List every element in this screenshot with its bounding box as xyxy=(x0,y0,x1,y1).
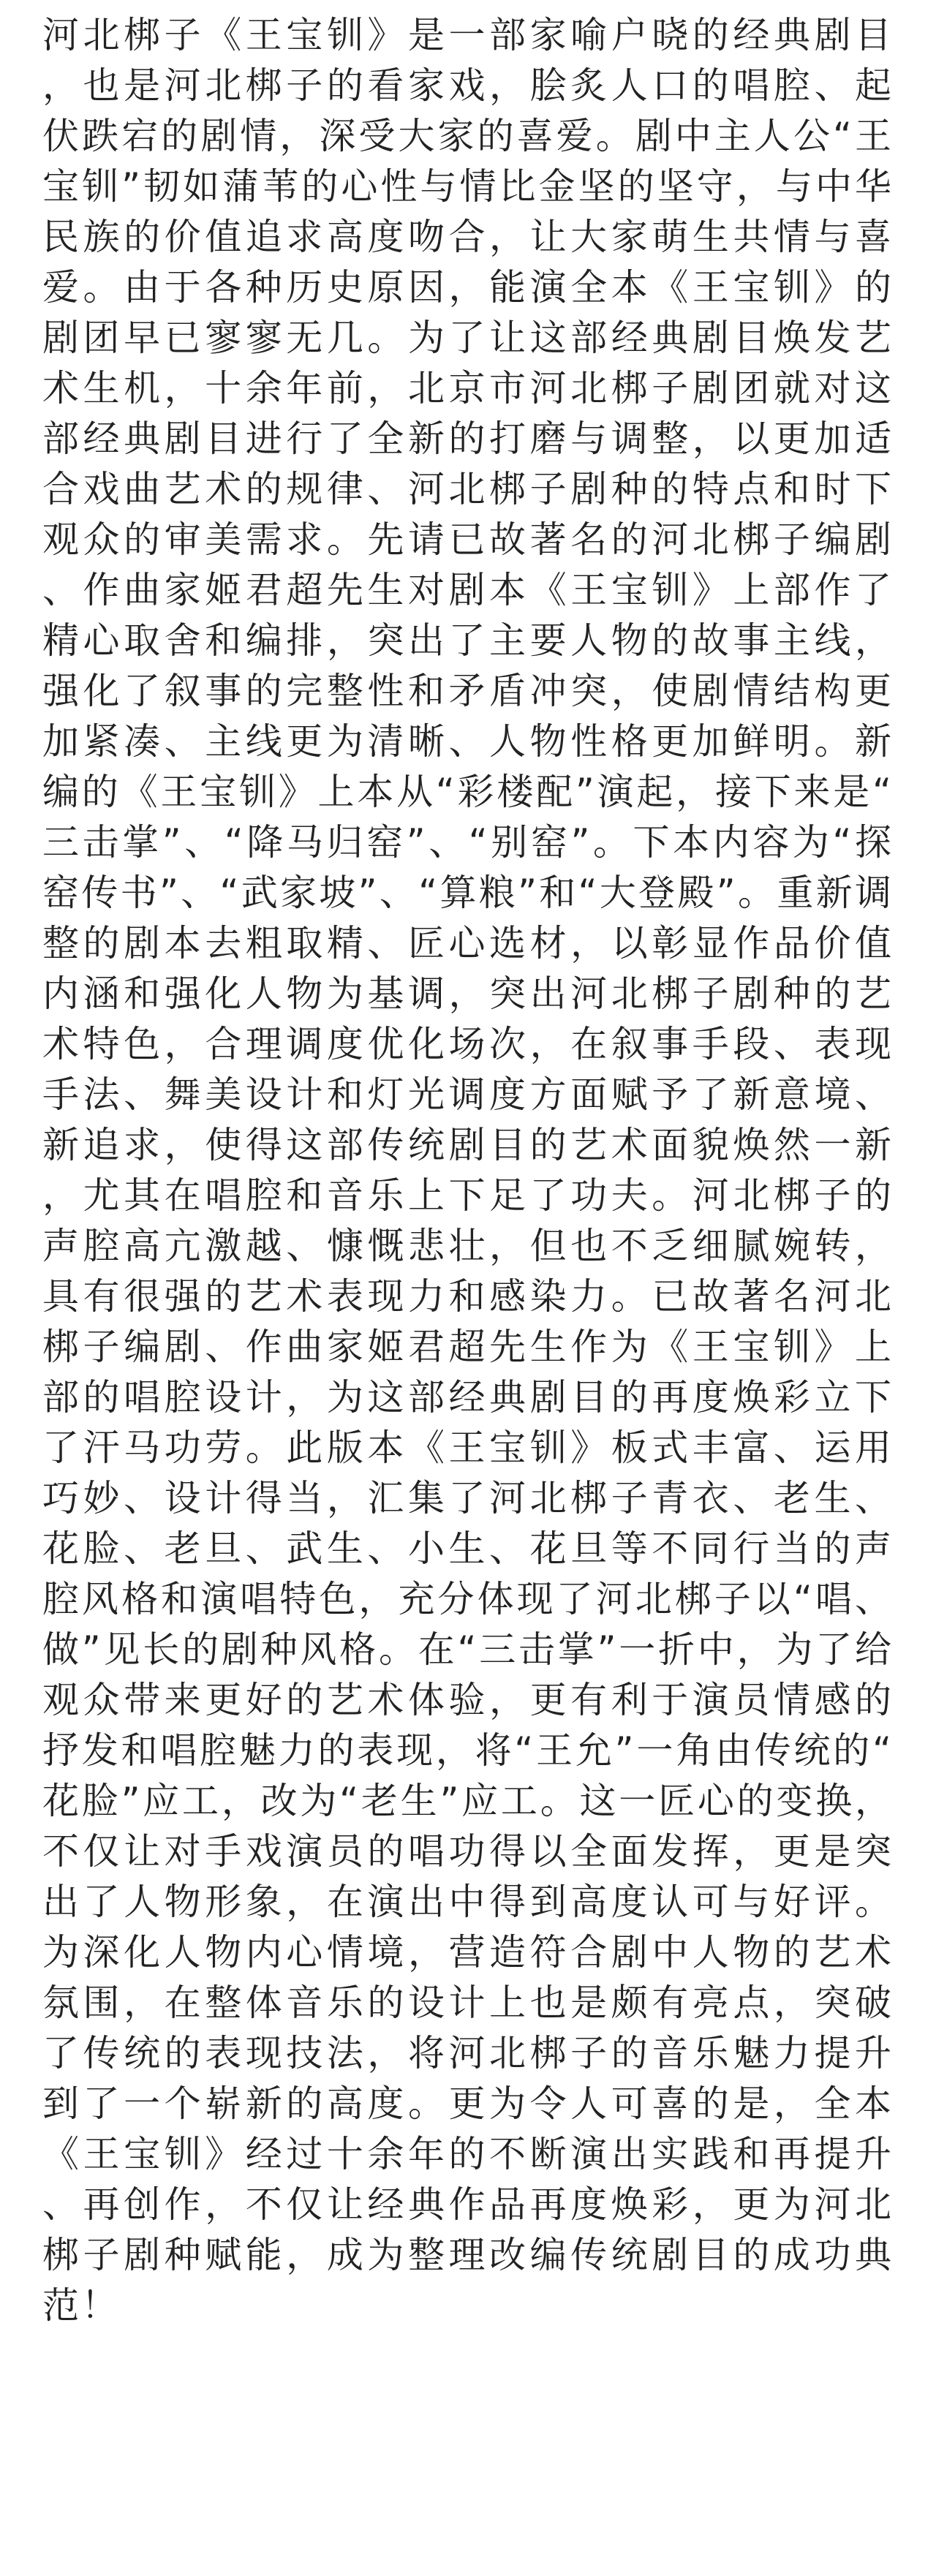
article-paragraph: 河北梆子《王宝钏》是一部家喻户晓的经典剧目，也是河北梆子的看家戏，脍炙人口的唱腔、起伏跌宕的剧情，深受大家的喜爱。剧中主人公“王宝钏”韧如蒲苇的心性与情比金坚的坚守，与中华民族的价值追求高度吻合，让大家萌生共情与喜爱。由于各种历史原因，能演全本《王宝钏》的剧团早已寥寥无几。为了让这部经典剧目焕发艺术生机，十余年前，北京市河北梆子剧团就对这部经典剧目进行了全新的打磨与调整，以更加适合戏曲艺术的规律、河北梆子剧种的特点和时下观众的审美需求。先请已故著名的河北梆子编剧、作曲家姬君超先生对剧本《王宝钏》上部作了精心取舍和编排，突出了主要人物的故事主线，强化了叙事的完整性和矛盾冲突，使剧情结构更加紧凑、主线更为清晰、人物性格更加鲜明。新编的《王宝钏》上本从“彩楼配”演起，接下来是“三击掌”、“降马归窑”、“别窑”。下本内容为“探窑传书”、“武家坡”、“算粮”和“大登殿”。重新调整的剧本去粗取精、匠心选材，以彰显作品价值内涵和强化人物为基调，突出河北梆子剧种的艺术特色，合理调度优化场次，在叙事手段、表现手法、舞美设计和灯光调度方面赋予了新意境、新追求，使得这部传统剧目的艺术面貌焕然一新，尤其在唱腔和音乐上下足了功夫。河北梆子的声腔高亢激越、慷慨悲壮，但也不乏细腻婉转，具有很强的艺术表现力和感染力。已故著名河北梆子编剧、作曲家姬君超先生作为《王宝钏》上部的唱腔设计，为这部经典剧目的再度焕彩立下了汗马功劳。此版本《王宝钏》板式丰富、运用巧妙、设计得当，汇集了河北梆子青衣、老生、花脸、老旦、武生、小生、花旦等不同行当的声腔风格和演唱特色，充分体现了河北梆子以“唱、做”见长的剧种风格。在“三击掌”一折中，为了给观众带来更好的艺术体验，更有利于演员情感的抒发和唱腔魅力的表现，将“王允”一角由传统的“花脸”应工，改为“老生”应工。这一匠心的变换，不仅让对手戏演员的唱功得以全面发挥，更是突出了人物形象，在演出中得到高度认可与好评。为深化人物内心情境，营造符合剧中人物的艺术氛围，在整体音乐的设计上也是颇有亮点，突破了传统的表现技法，将河北梆子的音乐魅力提升到了一个崭新的高度。更为令人可喜的是，全本《王宝钏》经过十余年的不断演出实践和再提升、再创作，不仅让经典作品再度焕彩，更为河北梆子剧种赋能，成为整理改编传统剧目的成功典范！ xyxy=(42,14,894,2327)
